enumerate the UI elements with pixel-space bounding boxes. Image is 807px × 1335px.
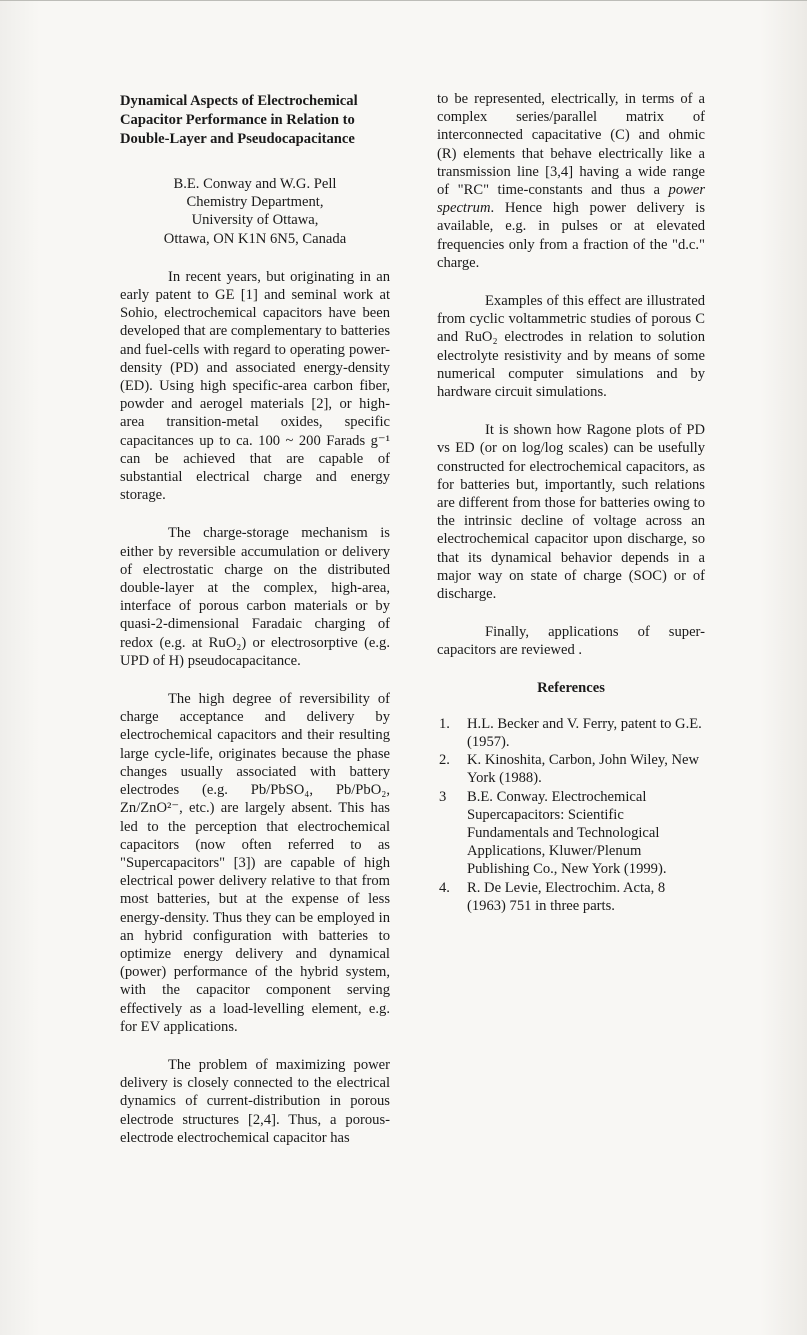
reference-text: R. De Levie, Electrochim. Acta, 8 (1963) 751 in three parts. xyxy=(467,879,666,914)
reference-number: 3 xyxy=(439,788,447,805)
reference-text: B.E. Conway. Electrochemical Supercapacitors: Scientific Fundamentals and Technological Applications, Kluwer/Plenum Publishing Co., New York (1999). xyxy=(467,788,667,878)
reference-item xyxy=(437,879,705,915)
reference-number: 4. xyxy=(439,879,450,896)
left-column xyxy=(120,92,390,1147)
paragraph-transmission-line-part1: to be represented, electrically, in terms of a complex series/parallel matrix of interconnected capacitative (C) and ohmic (R) elements that behave electrically like a transmission line [3,4] having a wide range of "RC" time-constants and thus a xyxy=(437,91,705,199)
paragraph-reversibility: The high degree of reversibility of charge acceptance and delivery by electrochemical capacitors and their resulting large cycle-life, originates because the phase changes usually associated with battery electrodes (e.g. Pb/PbSO₄, Pb/PbO₂, Zn/ZnO²⁻, etc.) are largely absent. This has led to the perception that electrochemical capacitors (now often referred to as "Supercapacitors" [3]) are capable of high electrical power delivery relative to that from most batteries, but at the expense of less energy-density. Thus they can be employed in an hybrid configuration with batteries to optimize energy delivery and dynamical (power) performance of the hybrid system, with the capacitor component serving effectively as a load-levelling element, e.g. for EV applications. xyxy=(120,691,390,1035)
reference-item xyxy=(437,715,705,751)
reference-text: H.L. Becker and V. Ferry, patent to G.E. (1957). xyxy=(467,715,702,750)
author-names: B.E. Conway and W.G. Pell xyxy=(173,176,337,192)
right-column xyxy=(437,90,705,915)
paragraph-transmission-line-part2: . Hence high power delivery is available, e.g. in pulses or at elevated frequencies only from a fraction of the "d.c." charge. xyxy=(437,200,705,271)
page-edge xyxy=(0,0,807,1)
references-list xyxy=(437,715,705,915)
author-address: Ottawa, ON K1N 6N5, Canada xyxy=(163,230,347,247)
author-block xyxy=(120,175,390,248)
reference-number: 1. xyxy=(439,715,450,732)
paragraph-examples: Examples of this effect are illustrated from cyclic voltammetric studies of porous C and RuO₂ electrodes in relation to solution electrolyte resistivity and by means of some numerical computer simulations and by hardware circuit simulations. xyxy=(437,293,705,401)
power-spectrum-emphasis: power spectrum xyxy=(437,182,705,217)
paragraph-ragone: It is shown how Ragone plots of PD vs ED (or on log/log scales) can be usefully constructed for electrochemical capacitors, as for batteries but, importantly, such relations are different from those for batteries owing to the intrinsic decline of voltage across an electrochemical capacitor upon discharge, so that its dynamical behavior depends in a major way on state of charge (SOC) or of discharge. xyxy=(437,422,705,603)
reference-item xyxy=(437,788,705,879)
author-department: Chemistry Department, xyxy=(186,194,324,211)
reference-item xyxy=(437,751,705,787)
paragraph-mechanism: The charge-storage mechanism is either by reversible accumulation or delivery of electrostatic charge on the distributed double-layer at the complex, high-area, interface of porous carbon materials or by quasi-2-dimensional Faradaic charging of redox (e.g. at RuO₂) or electrosorptive (e.g. UPD of H) pseudocapacitance. xyxy=(120,525,390,669)
reference-text: K. Kinoshita, Carbon, John Wiley, New York (1988). xyxy=(467,752,700,787)
paragraph-intro: In recent years, but originating in an early patent to GE [1] and seminal work at Sohio, electrochemical capacitors have been developed that are complementary to batteries and fuel-cells with regard to operating power-density (PD) and associated energy-density (ED). Using high specific-area carbon fiber, powder and aerogel materials [2], or high-area transition-metal oxides, specific capacitances up to ca. 100 ~ 200 Farads g⁻¹ can be achieved that are capable of substantial electrical charge and energy storage. xyxy=(120,268,390,504)
reference-number: 2. xyxy=(439,752,450,769)
paragraph-transmission-line xyxy=(437,90,705,272)
paragraph-applications: Finally, applications of super-capacitors are reviewed . xyxy=(437,624,705,659)
references-heading: References xyxy=(537,679,605,696)
paragraph-power-delivery: The problem of maximizing power delivery is closely connected to the electrical dynamics of current-distribution in porous electrode structures [2,4]. Thus, a porous-electrode electrochemical capacitor has xyxy=(120,1056,390,1146)
paper-title: Dynamical Aspects of Electrochemical Capacitor Performance in Relation to Double-Layer and Pseudocapacitance xyxy=(120,93,358,147)
author-university: University of Ottawa, xyxy=(191,212,319,229)
